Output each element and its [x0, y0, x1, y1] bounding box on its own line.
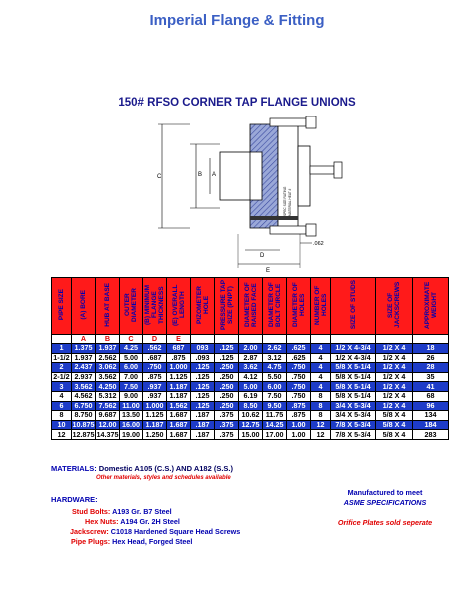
column-header — [120, 278, 143, 335]
table-row — [52, 420, 449, 430]
table-cell: 1.687 — [167, 430, 191, 440]
table-cell: .187 — [191, 411, 215, 421]
dimension-letter — [287, 335, 311, 344]
table-row — [52, 391, 449, 401]
table-cell: 687 — [167, 344, 191, 354]
table-cell: .125 — [191, 382, 215, 392]
table-cell: 4.562 — [72, 391, 96, 401]
column-header — [96, 278, 120, 335]
table-cell: 093 — [191, 344, 215, 354]
hardware-value: Hex Head, Forged Steel — [112, 537, 193, 546]
table-cell: 11.75 — [263, 411, 287, 421]
table-cell: 1.562 — [167, 401, 191, 411]
column-header — [215, 278, 239, 335]
manufactured-note: Manufactured to meet — [347, 488, 423, 497]
table-cell: 283 — [413, 430, 449, 440]
drawing-subtitle: 150# RFSO CORNER TAP FLANGE UNIONS — [118, 97, 356, 109]
table-cell: 12 — [52, 430, 72, 440]
table-cell: 26 — [413, 353, 449, 363]
table-cell: 1.375 — [72, 344, 96, 354]
table-cell: 68 — [413, 391, 449, 401]
table-cell: 1.125 — [143, 411, 167, 421]
flange-spec-table — [51, 277, 449, 440]
table-cell: .875 — [167, 353, 191, 363]
table-cell: .125 — [191, 363, 215, 373]
table-cell: 1.687 — [167, 420, 191, 430]
column-header-text: DIAMETER OF BOLT CIRCLE — [267, 282, 282, 328]
table-cell: .750 — [287, 391, 311, 401]
table-cell: 4 — [311, 372, 331, 382]
table-cell: .375 — [215, 411, 239, 421]
hardware-stud-bolts — [72, 507, 172, 516]
table-cell: 2.00 — [239, 344, 263, 354]
table-cell: 19.00 — [120, 430, 143, 440]
table-row — [52, 411, 449, 421]
column-header-text: APPROXIMATE WEIGHT — [423, 281, 438, 329]
column-header — [331, 278, 376, 335]
hardware-title: HARDWARE: — [51, 495, 98, 504]
hardware-label: Jackscrew: — [70, 527, 109, 536]
table-cell: 9.687 — [96, 411, 120, 421]
table-cell: 4 — [311, 382, 331, 392]
table-cell: .750 — [143, 363, 167, 373]
table-cell: 1.687 — [167, 411, 191, 421]
table-cell: 96 — [413, 401, 449, 411]
table-cell: .125 — [215, 344, 239, 354]
table-cell: 6.750 — [72, 401, 96, 411]
table-cell: 4.250 — [96, 382, 120, 392]
table-cell: .625 — [287, 344, 311, 354]
table-cell: 7/8 X 5-3/4 — [331, 420, 376, 430]
hardware-hex-nuts — [85, 517, 180, 526]
table-cell: 7.562 — [96, 401, 120, 411]
table-cell: .125 — [191, 372, 215, 382]
column-header-text: (B) MINIMUM FLANGE THICKNESS — [144, 284, 165, 326]
table-cell: .250 — [215, 363, 239, 373]
table-cell: 1.937 — [96, 344, 120, 354]
hardware-value: A194 Gr. 2H Steel — [120, 517, 180, 526]
table-row — [52, 363, 449, 373]
column-header — [143, 278, 167, 335]
table-cell: 8 — [311, 391, 331, 401]
table-cell: .125 — [215, 353, 239, 363]
column-header-text: SIZE OF JACKSCREWS — [387, 281, 401, 329]
table-cell: 12 — [311, 420, 331, 430]
asme-note: ASME SPECIFICATIONS — [343, 498, 427, 507]
column-header-text: NUMBER OF HOLES — [313, 285, 328, 325]
table-cell: 10.875 — [72, 420, 95, 430]
column-header-text: (A) BORE — [80, 290, 87, 320]
table-cell: 1.000 — [167, 363, 191, 373]
table-cell: 12.00 — [96, 420, 120, 430]
dimension-letter: B — [96, 335, 120, 344]
table-cell: 1.125 — [167, 372, 191, 382]
column-header-text: DIAMETER OF HOLES — [291, 282, 306, 328]
table-cell: 4 — [52, 391, 72, 401]
table-cell: .093 — [191, 353, 215, 363]
column-header-text: OUTER DIAMETER — [124, 288, 138, 322]
table-cell: 5.50 — [263, 372, 287, 382]
table-cell: 4.75 — [263, 363, 287, 373]
table-cell: 35 — [413, 372, 449, 382]
table-cell: 10 — [52, 420, 72, 430]
column-header — [52, 278, 72, 335]
table-cell: 1/2 X 4-3/4 — [331, 353, 376, 363]
table-cell: 5/8 X 4 — [376, 411, 413, 421]
table-cell: 3.062 — [96, 363, 120, 373]
table-cell: .750 — [287, 363, 311, 373]
table-cell: .187 — [191, 430, 215, 440]
table-cell: 1/2 X 4 — [376, 401, 413, 411]
table-cell: 2-1/2 — [53, 372, 70, 382]
dim-label-a: A — [212, 172, 217, 178]
table-cell: 2.562 — [96, 353, 120, 363]
table-cell: 8.750 — [72, 411, 96, 421]
table-cell: 7.50 — [263, 391, 287, 401]
table-cell: 184 — [413, 420, 449, 430]
column-header — [376, 278, 413, 335]
table-cell: 1.000 — [143, 401, 167, 411]
table-cell: .875 — [287, 411, 311, 421]
table-row — [52, 430, 449, 440]
dimension-letter: C — [120, 335, 143, 344]
dim-label-062: .062 — [313, 241, 324, 247]
table-cell: 10.62 — [239, 411, 263, 421]
table-cell: 1-1/2 — [53, 353, 70, 362]
table-cell: 6.19 — [239, 391, 263, 401]
table-cell: 8 — [311, 401, 331, 411]
table-cell: 5/8 X 5-1/4 — [331, 363, 376, 373]
dimension-letter — [413, 335, 449, 344]
table-row — [52, 353, 449, 363]
table-cell: 2.87 — [239, 353, 263, 363]
dimension-letter: E — [167, 335, 191, 344]
table-cell: 9.50 — [263, 401, 287, 411]
table-cell: 1/2 X 4 — [376, 382, 413, 392]
hardware-jackscrew — [70, 527, 240, 536]
table-cell: .937 — [143, 391, 167, 401]
table-cell: 7.50 — [120, 382, 143, 392]
table-cell: 12 — [311, 430, 331, 440]
table-cell: .750 — [287, 382, 311, 392]
table-cell: 4 — [311, 363, 331, 373]
table-cell: 1/2 X 4-3/4 — [331, 344, 376, 354]
table-cell: 3.62 — [239, 363, 263, 373]
dim-label-c: C — [157, 174, 162, 180]
table-cell: 2.62 — [263, 344, 287, 354]
table-cell: 1/2 X 4 — [376, 391, 413, 401]
table-cell: 1/2 X 4 — [376, 372, 413, 382]
dimension-letter — [376, 335, 413, 344]
dim-label-b: B — [198, 172, 203, 178]
dimension-letter — [239, 335, 263, 344]
table-cell: 1.250 — [143, 430, 167, 440]
table-cell: 1/2 X 4 — [376, 344, 413, 354]
table-cell: .250 — [215, 372, 239, 382]
table-cell: 41 — [413, 382, 449, 392]
table-cell: .875 — [287, 401, 311, 411]
table-cell: 1.00 — [287, 420, 311, 430]
table-cell: 15.00 — [239, 430, 263, 440]
table-cell: 3/4 X 5-3/4 — [331, 401, 376, 411]
column-header — [287, 278, 311, 335]
table-cell: .562 — [143, 344, 167, 354]
table-cell: .125 — [191, 401, 215, 411]
table-cell: .187 — [191, 420, 215, 430]
column-header — [191, 278, 215, 335]
stamp-heat: MATERIAL HEAT # — [288, 188, 292, 216]
table-cell: 7.00 — [120, 372, 143, 382]
orifice-note: Orifice Plates sold seperate — [337, 518, 433, 527]
table-cell: .125 — [191, 391, 215, 401]
table-cell: 4.25 — [120, 344, 143, 354]
table-header-row — [52, 278, 449, 335]
hardware-value: A193 Gr. B7 Steel — [112, 507, 172, 516]
table-cell: 6 — [52, 401, 72, 411]
hardware-label: Stud Bolts: — [72, 507, 111, 516]
table-cell: 12.875 — [72, 429, 95, 439]
table-cell: .875 — [143, 372, 167, 382]
table-cell: .687 — [143, 353, 167, 363]
table-cell: 6.00 — [263, 382, 287, 392]
table-cell: 3.562 — [72, 382, 96, 392]
column-header — [413, 278, 449, 335]
table-cell: .250 — [215, 382, 239, 392]
table-cell: 4 — [311, 353, 331, 363]
table-cell: 3/4 X 5-3/4 — [331, 411, 376, 421]
dim-label-d: D — [260, 253, 265, 259]
dimension-letter — [331, 335, 376, 344]
table-cell: 16.00 — [120, 420, 143, 430]
table-cell: 7/8 X 5-3/4 — [331, 430, 376, 440]
column-header-text: DIAMETER OF RAISED FACE — [243, 282, 258, 328]
table-cell: 1.187 — [167, 391, 191, 401]
materials-label: MATERIALS: — [51, 464, 97, 473]
table-cell: 11.00 — [120, 401, 143, 411]
dimension-letter — [52, 335, 72, 344]
column-header — [72, 278, 96, 335]
table-cell: 3.12 — [263, 353, 287, 363]
table-cell: 5/8 X 5-1/4 — [331, 382, 376, 392]
table-cell: 5/8 X 4 — [376, 420, 413, 430]
table-cell: 13.50 — [120, 411, 143, 421]
table-cell: .625 — [287, 353, 311, 363]
table-cell: 1.00 — [287, 430, 311, 440]
table-cell: 5.00 — [120, 353, 143, 363]
table-cell: 5/8 X 4 — [376, 430, 413, 440]
table-letter-row — [52, 335, 449, 344]
table-row — [52, 372, 449, 382]
dimension-letter — [215, 335, 239, 344]
table-row — [52, 401, 449, 411]
table-row — [52, 344, 449, 354]
table-cell: 4.12 — [239, 372, 263, 382]
hardware-label: Pipe Plugs: — [71, 537, 111, 546]
table-cell: 3 — [52, 382, 72, 392]
table-cell: 3.562 — [96, 372, 120, 382]
table-cell: 12.75 — [239, 420, 263, 430]
materials-note: Other materials, styles and schedules available — [96, 475, 231, 481]
table-cell: 1/2 X 4 — [376, 353, 413, 363]
flange-drawing — [150, 116, 350, 276]
column-header-text: PIPE SIZE — [58, 289, 65, 321]
table-cell: .375 — [215, 420, 239, 430]
hardware-pipe-plugs — [71, 537, 192, 546]
table-row — [52, 382, 449, 392]
table-cell: 1.187 — [143, 420, 167, 430]
table-cell: 5.00 — [239, 382, 263, 392]
table-cell: .375 — [215, 430, 239, 440]
hardware-label: Hex Nuts: — [85, 517, 119, 526]
table-cell: 8.50 — [239, 401, 263, 411]
stamp-spec: SPEC SIZE RATING — [283, 186, 287, 216]
column-header-text: SIZE OF STUDS — [349, 280, 357, 330]
hardware-value: C1018 Hardened Square Head Screws — [110, 527, 241, 536]
column-header — [239, 278, 263, 335]
dimension-letter — [263, 335, 287, 344]
table-cell: 8 — [52, 411, 72, 421]
table-cell: 14.25 — [263, 420, 287, 430]
page-title: Imperial Flange & Fitting — [149, 12, 325, 29]
table-cell: 28 — [413, 363, 449, 373]
table-cell: .250 — [215, 401, 239, 411]
table-cell: 1 — [52, 344, 72, 354]
table-cell: .937 — [143, 382, 167, 392]
column-header-text: HUB AT BASE — [104, 283, 111, 327]
column-header-text: PRESSURE TAP SIZE (PNPT) — [219, 279, 234, 331]
column-header — [263, 278, 287, 335]
column-header-text: (E) OVERALL LENGTH — [171, 284, 186, 326]
table-cell: 5.312 — [96, 391, 120, 401]
table-cell: 9.00 — [120, 391, 143, 401]
materials-line — [51, 464, 233, 473]
dimension-letter: D — [143, 335, 167, 344]
table-cell: 1.937 — [72, 353, 96, 363]
column-header-text: PIZOMETER HOLE — [195, 286, 210, 324]
column-header — [167, 278, 191, 335]
table-cell: .750 — [287, 372, 311, 382]
table-cell: 1/2 X 4 — [376, 363, 413, 373]
table-cell: 8 — [311, 411, 331, 421]
table-cell: 2.437 — [72, 363, 96, 373]
dimension-letter: A — [72, 335, 96, 344]
column-header — [311, 278, 331, 335]
table-cell: 2 — [52, 363, 72, 373]
dim-label-e: E — [266, 268, 271, 274]
table-cell: 17.00 — [263, 430, 287, 440]
table-cell: 18 — [413, 344, 449, 354]
materials-value: Domestic A105 (C.S.) AND A182 (S.S.) — [98, 464, 233, 473]
table-cell: 4 — [311, 344, 331, 354]
dimension-letter — [311, 335, 331, 344]
table-cell: 2.937 — [72, 372, 96, 382]
table-cell: 134 — [413, 411, 449, 421]
table-cell: 1.187 — [167, 382, 191, 392]
table-cell: 5/8 X 5-1/4 — [331, 372, 376, 382]
table-cell: 14.375 — [96, 429, 119, 439]
dimension-letter — [191, 335, 215, 344]
table-cell: 6.00 — [120, 363, 143, 373]
table-cell: .250 — [215, 391, 239, 401]
table-cell: 5/8 X 5-1/4 — [331, 391, 376, 401]
